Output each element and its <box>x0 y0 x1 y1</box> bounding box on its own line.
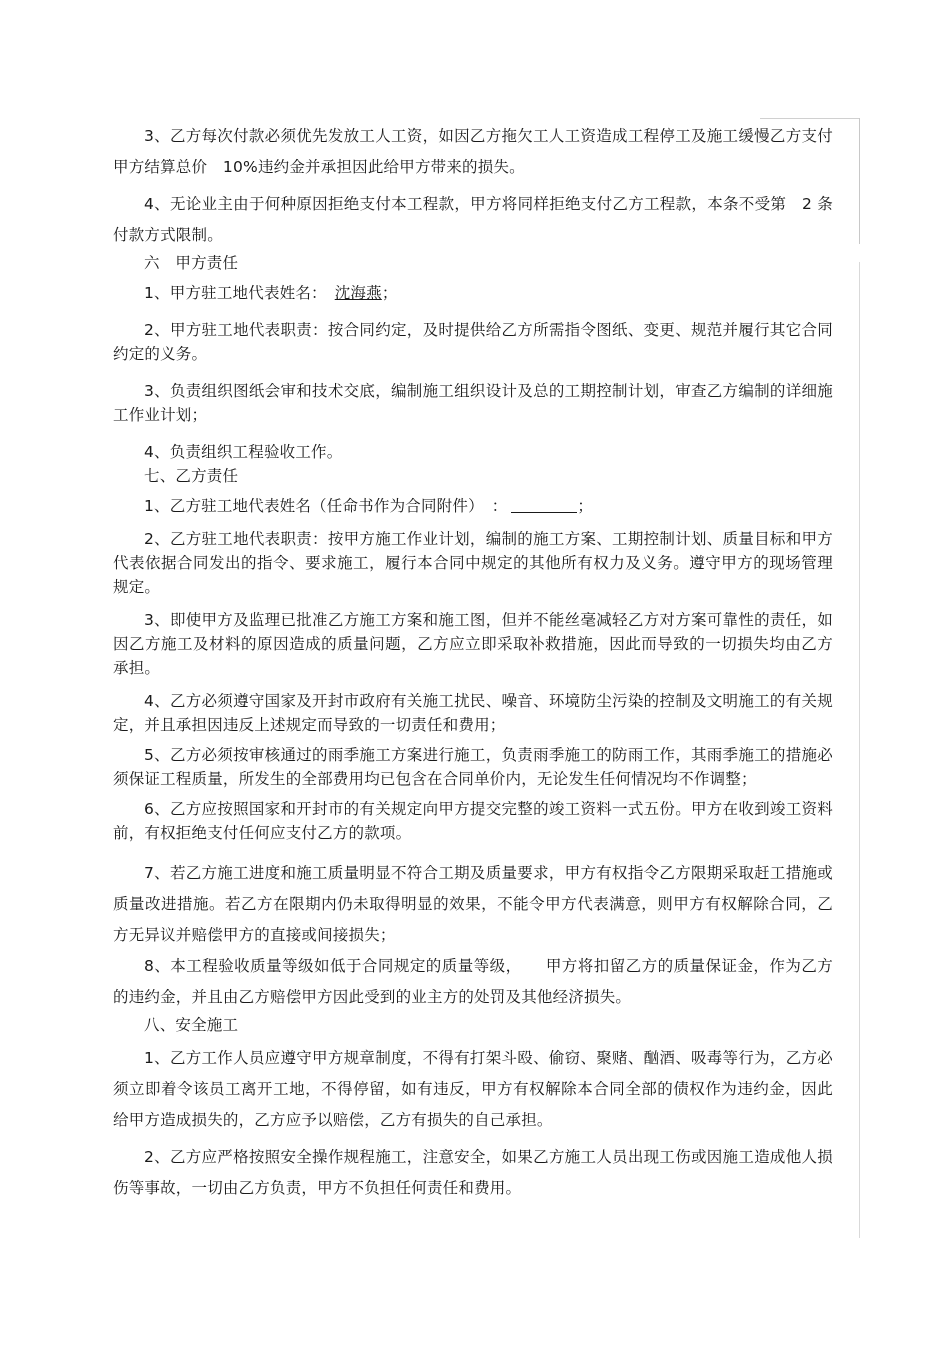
page-edge-top <box>760 118 860 119</box>
s7-item-6: 6、乙方应按照国家和开封市的有关规定向甲方提交完整的竣工资料一式五份。甲方在收到竣工资料前，有权拒绝支付任何应支付乙方的款项。 <box>113 800 833 842</box>
s6-item-1-prefix: 1、甲方驻工地代表姓名： <box>144 284 335 302</box>
s7-item-4: 4、乙方必须遵守国家及开封市政府有关施工扰民、噪音、环境防尘污染的控制及文明施工的有关规定，并且承担因违反上述规定而导致的一切责任和费用； <box>113 692 833 734</box>
s6-item-2: 2、甲方驻工地代表职责：按合同约定，及时提供给乙方所需指令图纸、变更、规范并履行其它合同约定的义务。 <box>113 321 833 363</box>
s8-item-2: 2、乙方应严格按照安全操作规程施工，注意安全，如果乙方施工人员出现工伤或因施工造成他人损伤等事故，一切由乙方负责，甲方不负担任何责任和费用。 <box>113 1148 833 1197</box>
s6-item-4: 4、负责组织工程验收工作。 <box>144 443 343 461</box>
clause-payment-3: 3、乙方每次付款必须优先发放工人工资，如因乙方拖欠工人工资造成工程停工及施工缓慢乙方支付甲方结算总价 10%违约金并承担因此给甲方带来的损失。 <box>113 127 833 176</box>
s7-item-2: 2、乙方驻工地代表职责：按甲方施工作业计划，编制的施工方案、工期控制计划、质量目标和甲方代表依据合同发出的指令、要求施工，履行本合同中规定的其他所有权力及义务。遵守甲方的现场管理规定。 <box>113 530 833 596</box>
s7-item-1 <box>113 494 833 518</box>
party-b-rep-name-blank <box>511 498 577 513</box>
s7-item-8: 8、本工程验收质量等级如低于合同规定的质量等级， 甲方将扣留乙方的质量保证金，作为乙方的违约金，并且由乙方赔偿甲方因此受到的业主方的处罚及其他经济损失。 <box>113 957 833 1006</box>
s7-item-3: 3、即使甲方及监理已批准乙方施工方案和施工图，但并不能丝毫减轻乙方对方案可靠性的责任，如因乙方施工及材料的原因造成的质量问题，乙方应立即采取补救措施，因此而导致的一切损失均由乙方承担。 <box>113 611 833 677</box>
party-a-rep-name: 沈海燕 <box>334 284 382 302</box>
s7-item-7: 7、若乙方施工进度和施工质量明显不符合工期及质量要求，甲方有权指令乙方限期采取赶工措施或质量改进措施。若乙方在限期内仍未取得明显的效果，不能令甲方代表满意，则甲方有权解除合同，乙方无异议并赔偿甲方的直接或间接损失； <box>113 864 833 944</box>
page-edge-right-lower <box>859 262 860 1238</box>
s8-item-1: 1、乙方工作人员应遵守甲方规章制度，不得有打架斗殴、偷窃、聚赌、酗酒、吸毒等行为，乙方必须立即着令该员工离开工地，不得停留，如有违反，甲方有权解除本合同全部的债权作为违约金，因此给甲方造成损失的，乙方应予以赔偿，乙方有损失的自己承担。 <box>113 1049 833 1129</box>
section-8-title: 八、安全施工 <box>144 1016 239 1034</box>
clause-payment-4: 4、无论业主由于何种原因拒绝支付本工程款，甲方将同样拒绝支付乙方工程款，本条不受第 2 条付款方式限制。 <box>113 195 833 244</box>
s6-item-1 <box>113 281 833 305</box>
s7-item-1-prefix: 1、乙方驻工地代表姓名（任命书作为合同附件） ： <box>144 497 508 515</box>
s7-item-1-suffix: ； <box>577 497 594 515</box>
s7-item-5: 5、乙方必须按审核通过的雨季施工方案进行施工，负责雨季施工的防雨工作，其雨季施工的措施必须保证工程质量，所发生的全部费用均已包含在合同单价内，无论发生任何情况均不作调整； <box>113 746 833 788</box>
section-6-title: 六 甲方责任 <box>144 254 239 272</box>
s6-item-3: 3、负责组织图纸会审和技术交底，编制施工组织设计及总的工期控制计划，审查乙方编制的详细施工作业计划； <box>113 382 833 424</box>
s6-item-1-suffix: ； <box>381 284 398 302</box>
document-body <box>113 121 833 1204</box>
page-edge-right-upper <box>859 118 860 244</box>
section-7-title: 七、乙方责任 <box>144 467 239 485</box>
